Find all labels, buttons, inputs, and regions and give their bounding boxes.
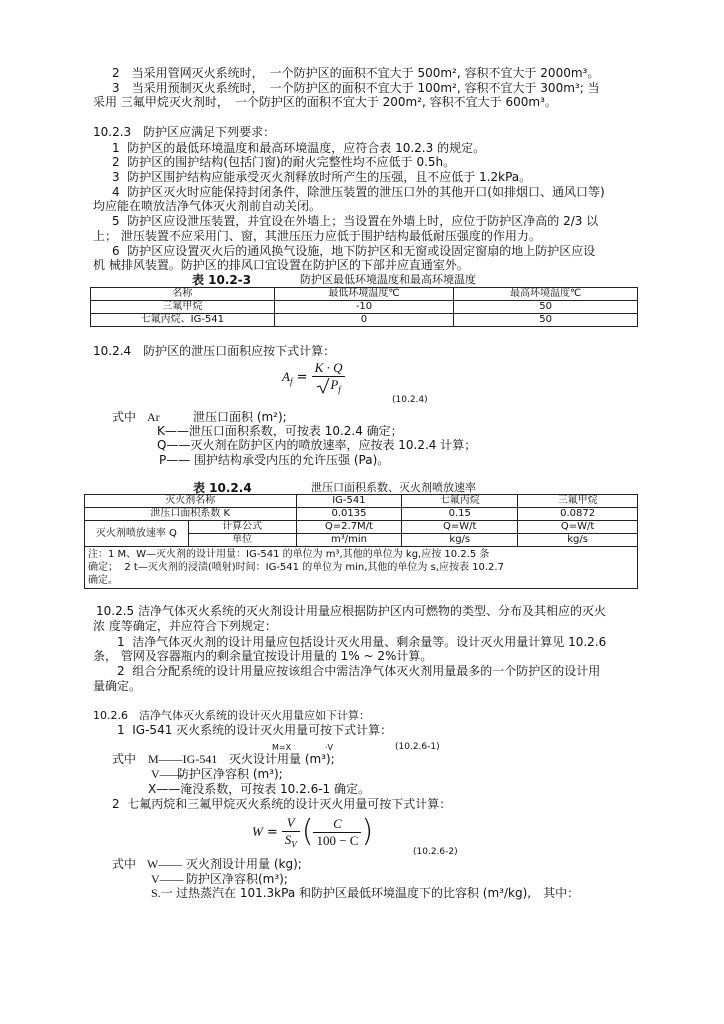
formula-denominator-sub: f — [338, 384, 341, 395]
table-row — [85, 508, 638, 521]
formula-equals: = — [266, 824, 278, 840]
table-cell: 50 — [454, 314, 638, 327]
note-line: 注：1 M、W—灭火剂的设计用量：IG-541 的单位为 m³,其他的单位为 kg,应按 10.2.5 条 — [88, 549, 490, 560]
table-title: 泄压口面积系数、灭火剂喷放速率 — [311, 481, 476, 494]
req-item-5: 5 防护区应设泄压装置，并宜设在外墙上；当设置在外墙上时，应位于防护区净高的 2/3 以 — [112, 214, 599, 228]
table-row — [91, 314, 638, 327]
def-a: 泄压口面积 (m²); — [193, 410, 287, 424]
formula-1-right: ·V — [325, 743, 334, 752]
formula-denominator: S — [284, 832, 292, 847]
table-cell: 计算公式 — [188, 521, 296, 534]
table-cell: Q=W/t — [518, 521, 638, 534]
table-cell: -10 — [274, 301, 454, 314]
def-v: 防护区净容积(m³); — [186, 872, 288, 886]
def-symbol-v: V—— — [151, 872, 184, 886]
table-cell: kg/s — [402, 534, 518, 547]
table-cell: 泄压口面积系数 K — [85, 508, 297, 521]
note-line: 确定。 — [88, 575, 118, 586]
table-row — [85, 521, 638, 534]
table-header-cell: 灭火剂名称 — [85, 495, 297, 508]
def-symbol-v: V—— — [151, 767, 184, 781]
formula-number: (10.2.4) — [392, 395, 428, 405]
section-10-2-5-line: 1 洁净气体灭火剂的设计用量应包括设计灭火用量、剩余量等。设计灭火用量计算见 10.2.6 — [117, 635, 607, 649]
table-header-row — [91, 288, 638, 301]
formula-10-2-4 — [282, 360, 345, 395]
formula-denominator: P — [330, 377, 339, 392]
section-10-2-5-line: 10.2.5 洁净气体灭火系统的灭火剂设计用量应根据防护区内可燃物的类型、分布及其相应的灭火 — [96, 604, 606, 618]
def-k: K——泄压口面积系数，可按表 10.2.4 确定； — [157, 424, 403, 438]
formula-lhs: W — [252, 824, 263, 840]
table-cell: Q=W/t — [402, 521, 518, 534]
def-w: 灭火剂设计用量 (kg); — [186, 857, 302, 871]
formula-1-left: M=X — [272, 743, 292, 752]
formula-2-number: (10.2.6-2) — [413, 847, 458, 857]
left-paren-icon: ( — [301, 814, 314, 850]
formula-equals: = — [296, 369, 308, 385]
section-10-2-5-line: 浓 度等确定，并应符合下列规定： — [93, 619, 277, 633]
req-item-3: 3 防护区围护结构应能承受灭火剂释放时所产生的压强，且不应低于 1.2kPa。 — [112, 170, 532, 184]
table-cell: 0 — [274, 314, 454, 327]
formula-lhs-sub: f — [289, 376, 293, 387]
table-cell: 0.0872 — [518, 508, 638, 521]
formula-denominator-sub: V — [291, 839, 297, 850]
formula-numerator: V — [282, 815, 300, 832]
section-heading-10-2-6: 10.2.6 洁净气体灭火系统的设计灭火用量应如下计算： — [93, 709, 370, 722]
table-cell: Q=2.7M/t — [296, 521, 402, 534]
table-header-cell: 最低环境温度℃ — [274, 288, 454, 301]
table-number: 表 10.2.4 — [193, 481, 252, 495]
def-symbol-m: M——IG-541 — [148, 752, 218, 766]
table-header-cell: 最高环境温度℃ — [454, 288, 638, 301]
req-item-5-cont: 上； 泄压装置不应采用门、窗，其泄压压力应低于围护结构最低耐压强度的作用力。 — [93, 229, 541, 243]
section-10-2-5-line: 条， 管网及容器瓶内的剩余量宜按设计用量的 1% ~ 2%计算。 — [93, 649, 433, 663]
req-item-2: 2 防护区的围护结构(包括门窗)的耐火完整性均不应低于 0.5h。 — [112, 155, 456, 169]
table-cell: 三氟甲烷 — [91, 301, 275, 314]
section-heading-10-2-4: 10.2.4 防护区的泄压口面积应按下式计算： — [93, 344, 336, 358]
req-item-4-cont: 均应能在喷放洁净气体灭火剂前自动关闭。 — [93, 199, 322, 213]
table-cell: m³/min — [296, 534, 402, 547]
formula-denominator: 100 − C — [316, 832, 359, 848]
where-label: 式中 — [112, 410, 137, 424]
req-item-4: 4 防护区灭火时应能保持封闭条件，除泄压装置的泄压口外的其他开口(如排烟口、通风口等) — [112, 185, 605, 199]
def-p: P—— 围护结构承受内压的允许压强 (Pa)。 — [159, 453, 390, 467]
req-item-1: 1 防护区的最低环境温度和最高环境温度，应符合表 10.2.3 的规定。 — [112, 141, 486, 155]
table-number: 表 10.2-3 — [192, 273, 252, 287]
formula-10-2-6-2 — [252, 815, 373, 850]
table-header-cell: 名称 — [91, 288, 275, 301]
table-cell: kg/s — [518, 534, 638, 547]
calc-item-2: 2 七氟丙烷和三氟甲烷灭火系统的设计灭火用量可按下式计算： — [112, 797, 452, 811]
req-item-6-cont: 机 械排风装置。防护区的排风口宜设置在防护区的下部并应直通室外。 — [93, 258, 469, 272]
where-label: 式中 — [112, 752, 137, 766]
table-row — [91, 301, 638, 314]
table-cell: 单位 — [188, 534, 296, 547]
req-item-6: 6 防护区应设置灭火后的通风换气设施，地下防护区和无窗或设固定窗扇的地上防护区应设 — [112, 244, 596, 258]
table-header-row — [85, 495, 638, 508]
table-cell: 0.0135 — [296, 508, 402, 521]
table-cell: 灭火剂喷放速率 Q — [85, 521, 189, 547]
def-symbol-a: Ar — [147, 410, 160, 424]
def-v: 防护区净容积 (m³); — [177, 767, 283, 781]
where-label: 式中 — [112, 857, 137, 871]
temperature-table — [90, 287, 638, 327]
def-symbol-s: S.一 — [151, 886, 173, 900]
sqrt-icon — [316, 378, 330, 394]
section-heading-10-2-3: 10.2.3 防护区应满足下列要求： — [93, 125, 276, 139]
section-10-2-5-line: 2 组合分配系统的设计用量应按该组合中需洁净气体灭火剂用量最多的一个防护区的设计用 — [117, 664, 601, 678]
def-q: Q——灭火剂在防护区内的喷放速率，应按表 10.2.4 计算； — [157, 438, 477, 452]
section-10-2-5-line: 量确定。 — [93, 679, 142, 693]
clause-item-3: 3 当采用预制灭火系统时， 一个防护区的面积不宜大于 100m², 容积不宜大于 300m³; 当 — [112, 81, 600, 95]
def-m: 灭火设计用量 (m³); — [229, 752, 335, 766]
table-cell: 七氟丙烷、IG-541 — [91, 314, 275, 327]
formula-lhs: A — [282, 368, 290, 384]
clause-item-3-cont: 采用 三氟甲烷灭火剂时， 一个防护区的面积不宜大于 200m², 容积不宜大于 600m³。 — [93, 95, 557, 109]
formula-numerator: K · Q — [312, 360, 346, 377]
right-paren-icon: ) — [361, 814, 374, 850]
table-cell: 50 — [454, 301, 638, 314]
table-header-cell: IG-541 — [296, 495, 402, 508]
table-cell: 0.15 — [402, 508, 518, 521]
clause-item-2: 2 当采用管网灭火系统时， 一个防护区的面积不宜大于 500m², 容积不宜大于 2000m³。 — [112, 66, 600, 80]
table-header-cell: 三氟甲烷 — [518, 495, 638, 508]
formula-numerator: C — [313, 816, 361, 833]
table-header-cell: 七氟丙烷 — [402, 495, 518, 508]
note-line: 确定； 2 t—灭火剂的浸渍(喷射)时间：IG-541 的单位为 min,其他的单位为 s,应按表 10.2.7 — [88, 562, 504, 573]
def-x: X——淹没系数，可按表 10.2.6-1 确定。 — [148, 782, 370, 796]
calc-item-1: 1 IG-541 灭火系统的设计灭火用量可按下式计算： — [117, 723, 393, 737]
def-symbol-w: W—— — [147, 857, 183, 871]
def-s: 过热蒸汽在 101.3kPa 和防护区最低环境温度下的比容积 (m³/kg), 其中： — [176, 886, 580, 900]
table-title: 防护区最低环境温度和最高环境温度 — [300, 273, 476, 286]
table-note — [84, 547, 638, 589]
release-rate-table-grid — [84, 494, 638, 547]
formula-1-number: (10.2.6-1) — [395, 742, 440, 752]
